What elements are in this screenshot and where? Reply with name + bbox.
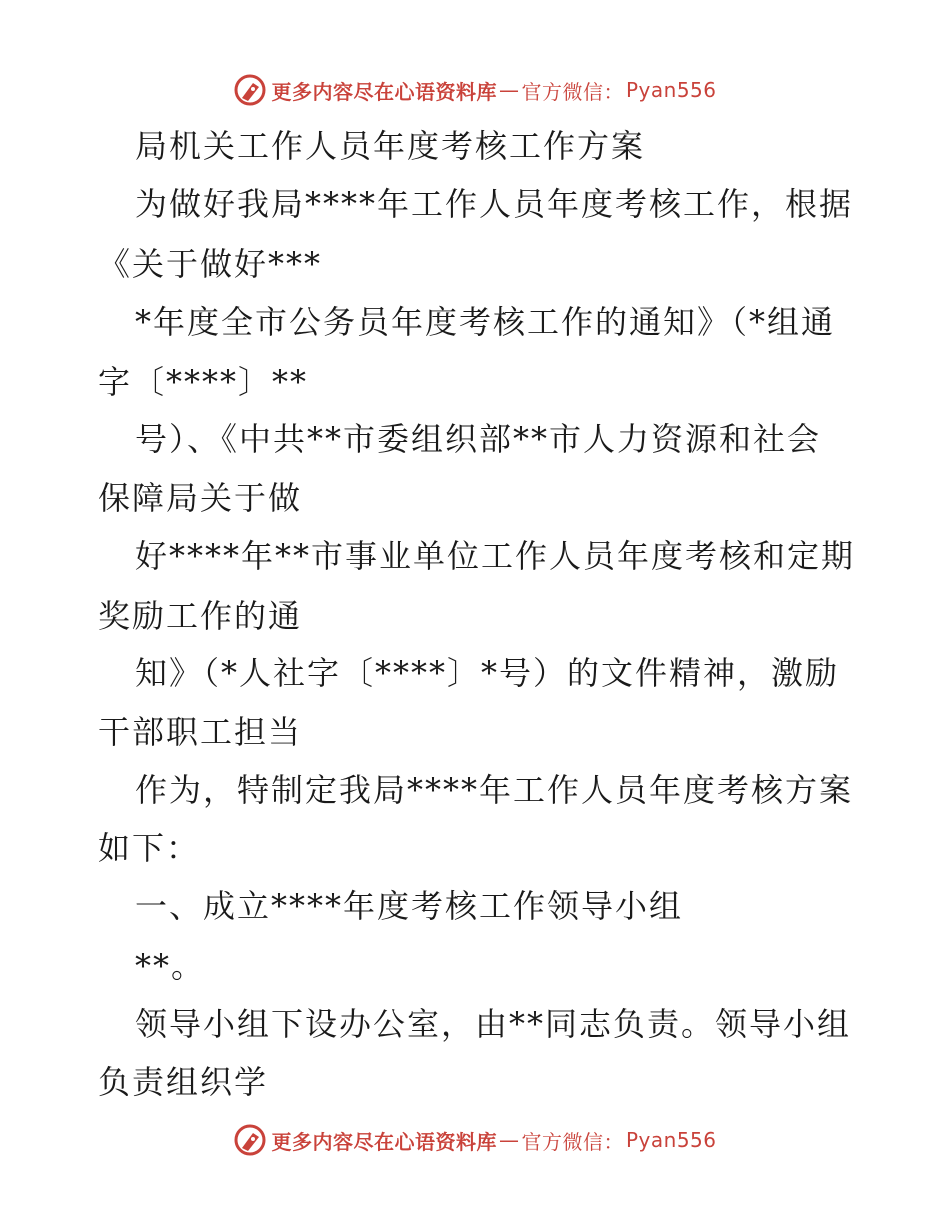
text-line: *年度全市公务员年度考核工作的通知》（*组通: [135, 303, 836, 341]
text-line: 字〔****〕**: [98, 363, 309, 401]
watermark-wechat-label: 官方微信：: [521, 1129, 624, 1154]
text-line: 领导小组下设办公室，由**同志负责。领导小组: [135, 1005, 852, 1043]
watermark-wechat-id: Pyan556: [625, 78, 717, 102]
watermark-footer: [0, 1120, 950, 1160]
text-line: 干部职工担当: [98, 713, 303, 751]
document-title: 局机关工作人员年度考核工作方案: [135, 127, 646, 165]
text-line: 负责组织学: [98, 1063, 269, 1101]
watermark-wechat-label: 官方微信：: [521, 79, 624, 104]
text-line: 为做好我局****年工作人员年度考核工作，根据: [135, 185, 854, 223]
text-line: 知》（*人社字〔****〕*号）的文件精神，激励: [135, 654, 840, 692]
section-heading: 一、成立****年度考核工作领导小组: [135, 887, 684, 925]
watermark-dash: —: [498, 1128, 520, 1152]
text-line: 作为，特制定我局****年工作人员年度考核方案: [135, 771, 854, 809]
text-line: 《关于做好***: [98, 245, 323, 283]
text-line: 号）、《中共**市委组织部**市人力资源和社会: [135, 420, 822, 458]
watermark-text: 更多内容尽在心语资料库: [271, 79, 497, 104]
text-line: 保障局关于做: [98, 479, 303, 517]
watermark-header: [0, 70, 950, 110]
watermark-wechat-id: Pyan556: [625, 1128, 717, 1152]
pen-nib-icon: [233, 1123, 267, 1157]
watermark-text: 更多内容尽在心语资料库: [271, 1129, 497, 1154]
text-line: **。: [135, 947, 206, 985]
pen-nib-icon: [233, 73, 267, 107]
text-line: 奖励工作的通: [98, 597, 303, 635]
text-line: 如下：: [98, 829, 201, 867]
watermark-dash: —: [498, 78, 520, 102]
text-line: 好****年**市事业单位工作人员年度考核和定期: [135, 537, 856, 575]
